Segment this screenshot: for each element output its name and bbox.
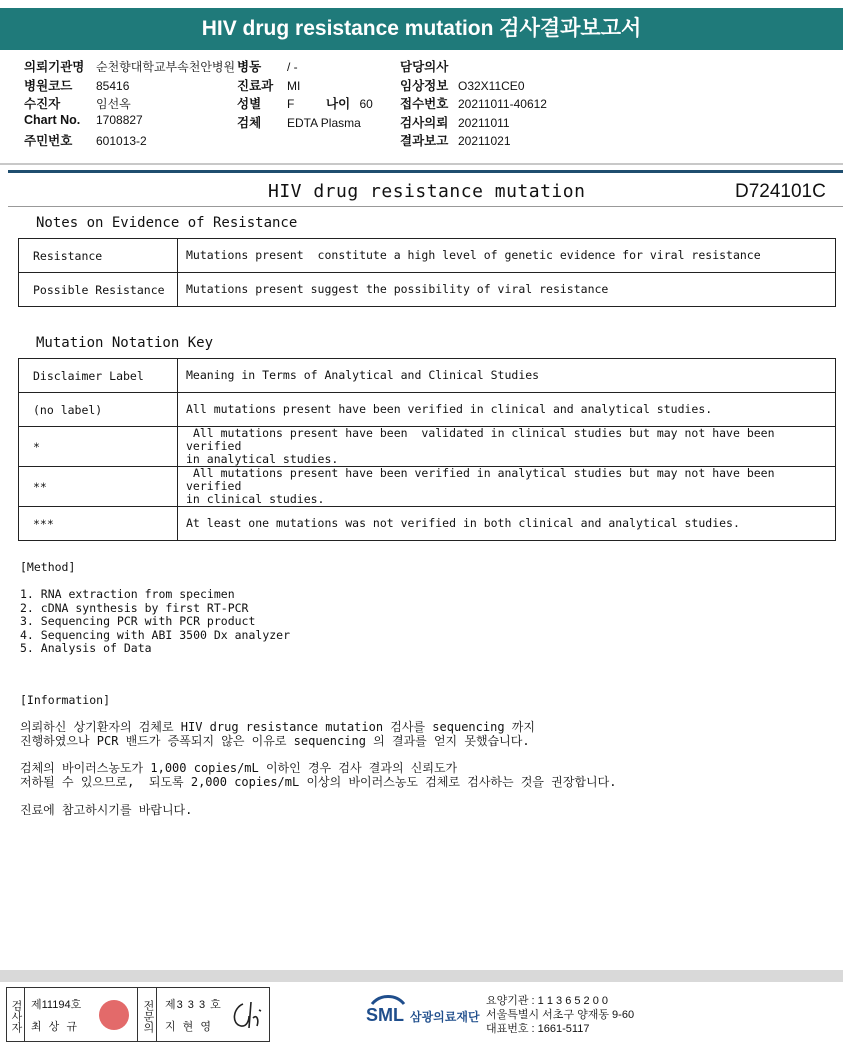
row-text: At least one mutations was not verified in both clinical and analytical studies. (178, 507, 836, 541)
org-contact-line: 요양기관 : 1 1 3 6 5 2 0 0 (486, 995, 609, 1007)
row-text: Mutations present constitute a high level of genetic evidence for viral resistance (178, 239, 836, 273)
header-value: F (287, 97, 295, 111)
table-row (19, 239, 836, 273)
report-heading: HIV drug resistance mutation (268, 181, 586, 202)
header-right (400, 57, 547, 150)
report-title: HIV drug resistance mutation 검사결과보고서 (0, 8, 843, 50)
header-row (400, 76, 547, 95)
specialist-number: 제3 3 3 호 (165, 999, 222, 1011)
key-table (18, 358, 836, 541)
header-value: EDTA Plasma (287, 115, 361, 130)
key-heading: Mutation Notation Key (36, 335, 214, 351)
header-key: 성별 (237, 97, 262, 111)
header-key: 수진자 (24, 97, 61, 111)
specialist-name: 지 현 영 (165, 1021, 213, 1033)
header-value: 601013-2 (96, 134, 147, 148)
header-value: / - (287, 60, 298, 74)
sml-logo-text: SML (366, 1005, 404, 1025)
org-contact-line: 서울특별시 서초구 양재동 9-60 (486, 1009, 635, 1021)
signature-graphic (229, 998, 265, 1032)
header-row (237, 57, 361, 76)
row-label: Possible Resistance (19, 273, 178, 307)
row-label: (no label) (19, 393, 178, 427)
information-paragraph-2: 검체의 바이러스농도가 1,000 copies/mL 이하인 경우 검사 결과의 신뢰도가 저하될 수 있으므로, 되도록 2,000 copies/mL 이상의 바이러스농도 검체로 검사하는 것을 권장합니다. (20, 761, 617, 789)
header-key: 병원코드 (24, 78, 73, 93)
report-code: D724101C (735, 181, 826, 202)
org-contact (486, 994, 634, 1036)
header-key: 의뢰기관명 (24, 60, 85, 74)
table-row (19, 507, 836, 541)
row-label: *** (19, 507, 178, 541)
notes-table (18, 238, 836, 307)
header-row (237, 113, 361, 132)
row-text: Meaning in Terms of Analytical and Clinical Studies (178, 359, 836, 393)
method-item: 4. Sequencing with ABI 3500 Dx analyzer (20, 627, 291, 642)
header-value: O32X11CE0 (458, 78, 525, 93)
header-key: 주민번호 (24, 134, 73, 148)
age-key: 나이 (326, 97, 351, 111)
specialist-label: 전문의 (137, 988, 157, 1041)
information-paragraph-1: 의뢰하신 상기환자의 검체로 HIV drug resistance mutation 검사를 sequencing 까지 진행하였으나 PCR 밴드가 증폭되지 않은 이유로 sequencing 의 결과를 얻지 못했습니다. (20, 720, 535, 748)
row-label: Disclaimer Label (19, 359, 178, 393)
row-label: ** (19, 467, 178, 507)
header-key: 담당의사 (400, 60, 449, 74)
header-key: 임상정보 (400, 78, 449, 93)
header-value: 85416 (96, 78, 130, 93)
header-key: 병동 (237, 60, 262, 74)
row-text: All mutations present have been validated in clinical studies but may not have been verified in analytical studies. (178, 427, 836, 467)
header-row (400, 94, 547, 113)
information-heading: [Information] (20, 693, 111, 707)
header-value: 20211021 (458, 134, 511, 148)
method-heading: [Method] (20, 560, 76, 574)
header-row (237, 76, 361, 95)
tester-number: 제11194호 (31, 999, 82, 1011)
header-key: Chart No. (24, 112, 81, 127)
header-value: 임선옥 (96, 97, 131, 111)
header-row (400, 57, 547, 76)
signature-box (6, 987, 270, 1042)
header-key: 검사의뢰 (400, 115, 449, 130)
header-value: MI (287, 78, 301, 93)
method-item: 3. Sequencing PCR with PCR product (20, 614, 256, 628)
information-paragraph-3: 진료에 참고하시기를 바랍니다. (20, 803, 193, 817)
notes-heading: Notes on Evidence of Resistance (36, 215, 298, 231)
header-row (24, 131, 324, 150)
table-row (19, 427, 836, 467)
header-row (400, 113, 547, 132)
method-item: 2. cDNA synthesis by first RT-PCR (20, 600, 249, 615)
header-value: 1708827 (96, 112, 143, 127)
divider (0, 163, 843, 165)
method-item: 1. RNA extraction from specimen (20, 587, 235, 601)
header-row (400, 131, 547, 150)
table-row (19, 393, 836, 427)
age-value: 60 (359, 97, 373, 111)
header-key: 진료과 (237, 78, 274, 93)
header-value: 순천향대학교부속천안병원 (96, 60, 236, 74)
header-age (326, 94, 373, 112)
tester-name: 최 상 규 (31, 1021, 79, 1033)
header-key: 결과보고 (400, 134, 449, 148)
seal-stamp (99, 1000, 129, 1030)
header-key: 접수번호 (400, 97, 449, 111)
table-row (19, 359, 836, 393)
table-row (19, 273, 836, 307)
table-row (19, 467, 836, 507)
header-key: 검체 (237, 115, 262, 130)
row-text: Mutations present suggest the possibility of viral resistance (178, 273, 836, 307)
org-name: 삼광의료재단 (410, 1010, 480, 1024)
heading-underline (8, 206, 843, 207)
header-value: 20211011 (458, 115, 510, 130)
row-text: All mutations present have been verified in analytical studies but may not have been verified in clinical studies. (178, 467, 836, 507)
row-label: Resistance (19, 239, 178, 273)
row-text: All mutations present have been verified in clinical and analytical studies. (178, 393, 836, 427)
divider-accent (8, 170, 843, 173)
row-label: * (19, 427, 178, 467)
method-list (20, 588, 290, 656)
org-contact-line: 대표번호 : 1661-5117 (486, 1023, 590, 1035)
method-item: 5. Analysis of Data (20, 641, 152, 655)
header-value: 20211011-40612 (458, 97, 547, 111)
tester-label: 검사자 (7, 988, 25, 1041)
footer-divider (0, 970, 843, 982)
